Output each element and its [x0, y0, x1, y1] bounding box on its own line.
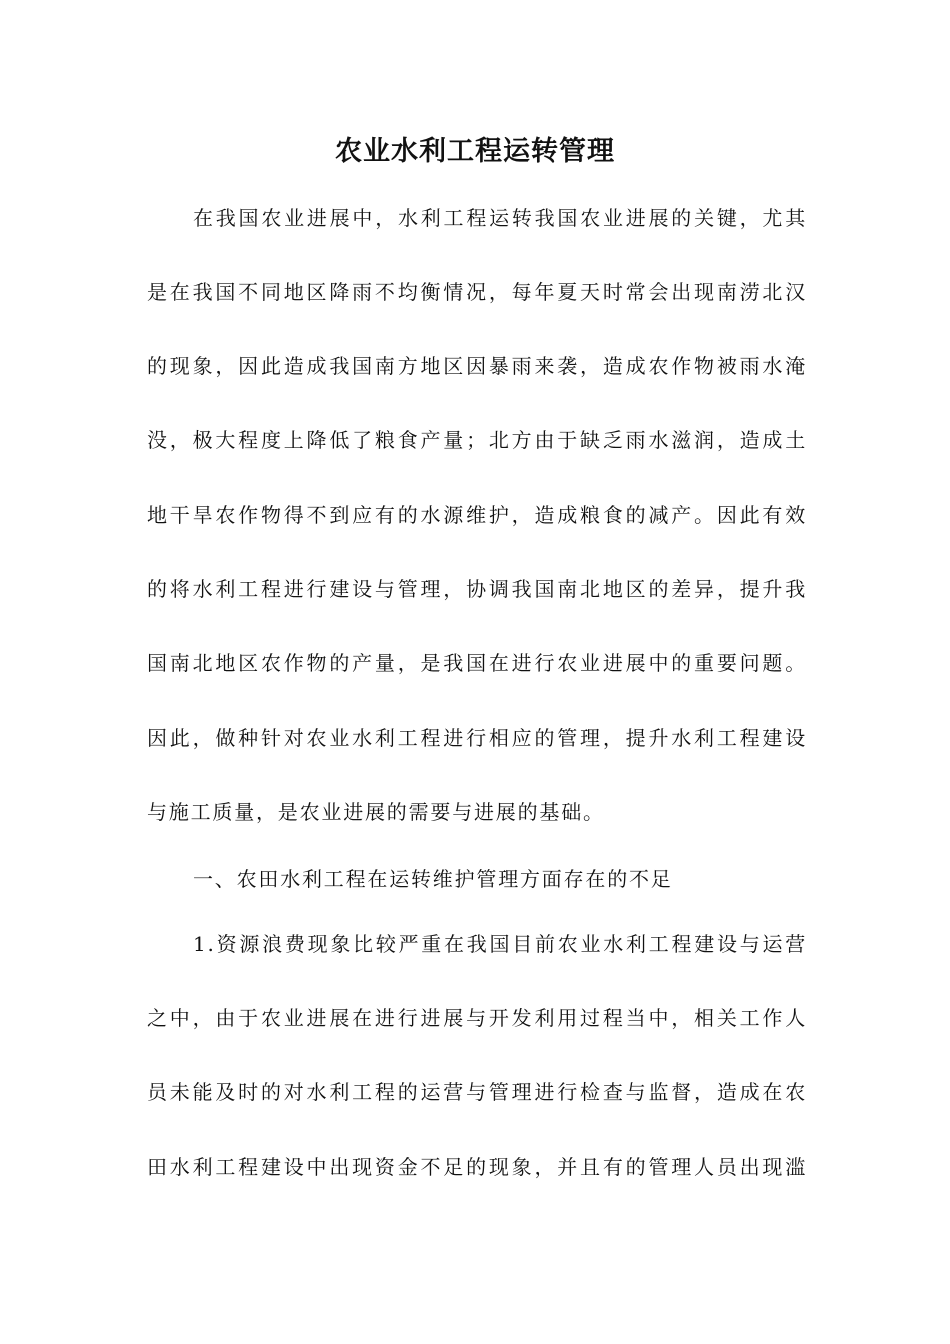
paragraph-line: 田水利工程建设中出现资金不足的现象，并且有的管理人员出现滥 [147, 1155, 807, 1179]
paragraph-line: 国南北地区农作物的产量，是我国在进行农业进展中的重要问题。 [147, 651, 807, 675]
paragraph-line: 1.资源浪费现象比较严重在我国目前农业水利工程建设与运营 [193, 932, 807, 956]
paragraph-line: 之中，由于农业进展在进行进展与开发利用过程当中，相关工作人 [147, 1006, 807, 1030]
paragraph-line: 是在我国不同地区降雨不均衡情况，每年夏天时常会出现南涝北汉 [147, 280, 807, 304]
paragraph-line: 在我国农业进展中，水利工程运转我国农业进展的关键，尤其 [193, 206, 807, 230]
paragraph-line: 与施工质量，是农业进展的需要与进展的基础。 [147, 800, 605, 824]
document-title: 农业水利工程运转管理 [335, 136, 615, 167]
paragraph-line: 的将水利工程进行建设与管理，协调我国南北地区的差异，提升我 [147, 577, 807, 601]
paragraph-line: 因此，做种针对农业水利工程进行相应的管理，提升水利工程建设 [147, 726, 807, 750]
paragraph-line: 没，极大程度上降低了粮食产量；北方由于缺乏雨水滋润，造成土 [147, 428, 807, 452]
section-heading: 一、农田水利工程在运转维护管理方面存在的不足 [193, 867, 673, 891]
paragraph-line: 的现象，因此造成我国南方地区因暴雨来袭，造成农作物被雨水淹 [147, 354, 807, 378]
paragraph-line: 员未能及时的对水利工程的运营与管理进行检查与监督，造成在农 [147, 1080, 807, 1104]
paragraph-line: 地干旱农作物得不到应有的水源维护，造成粮食的减产。因此有效 [147, 503, 807, 527]
